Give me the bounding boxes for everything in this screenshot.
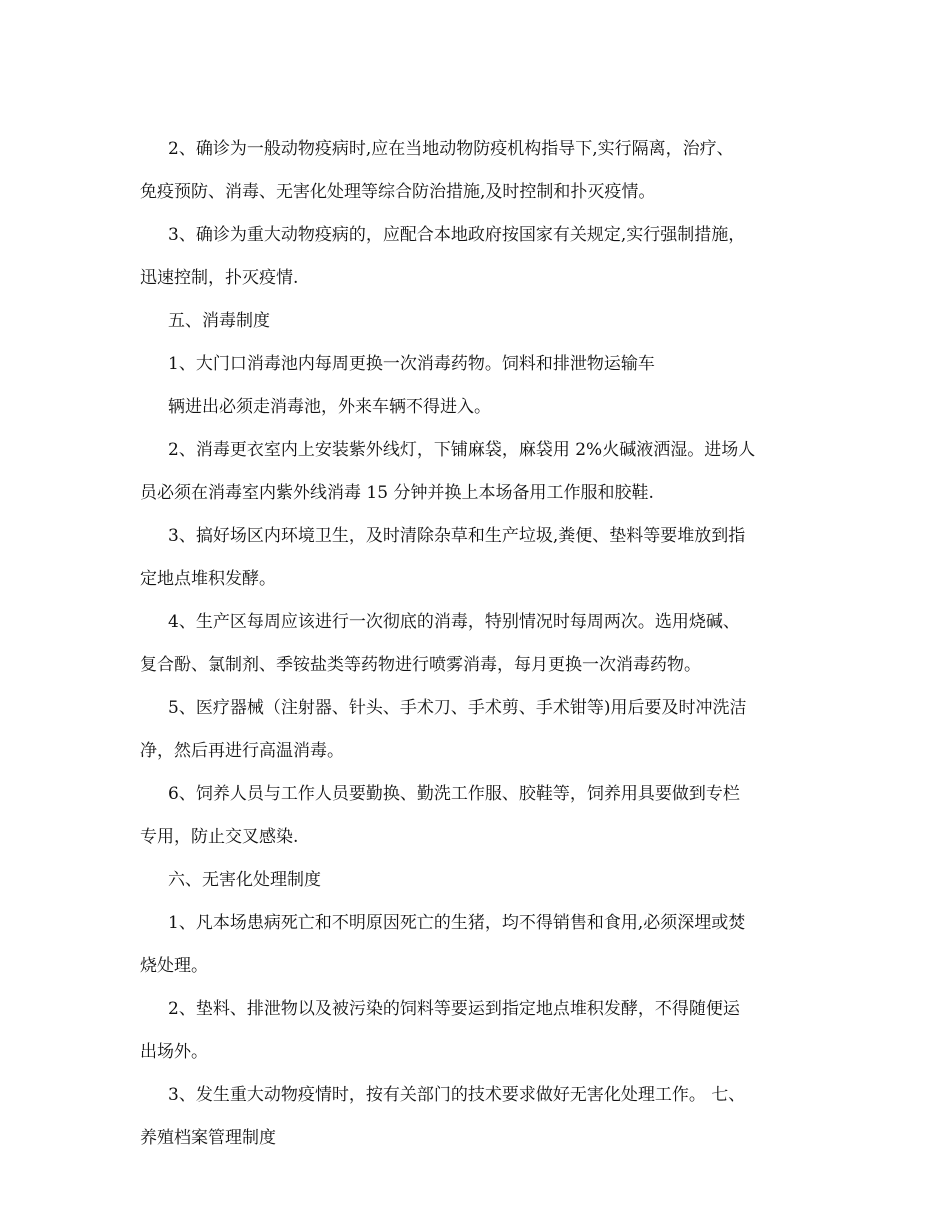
text-line: 净，然后再进行高温消毒。 <box>140 741 344 761</box>
text-line: 2、消毒更衣室内上安装紫外线灯，下铺麻袋，麻袋用 2%火碱液洒湿。进场人 <box>168 440 756 460</box>
text-line: 养殖档案管理制度 <box>140 1128 276 1148</box>
text-line: 3、确诊为重大动物疫病的，应配合本地政府按国家有关规定,实行强制措施， <box>168 225 746 245</box>
text-line: 专用，防止交叉感染. <box>140 827 299 847</box>
text-line: 烧处理。 <box>140 956 208 976</box>
text-line: 5、医疗器械（注射器、针头、手术刀、手术剪、手术钳等)用后要及时冲洗洁 <box>168 698 747 718</box>
text-line: 免疫预防、消毒、无害化处理等综合防治措施,及时控制和扑灭疫情。 <box>140 182 656 202</box>
text-line: 辆进出必须走消毒池，外来车辆不得进入。 <box>168 397 491 417</box>
text-line: 3、搞好场区内环境卫生，及时清除杂草和生产垃圾,粪便、垫料等要堆放到指 <box>168 526 746 546</box>
text-line: 2、垫料、排泄物以及被污染的饲料等要运到指定地点堆积发酵，不得随便运 <box>168 999 740 1019</box>
text-line: 出场外。 <box>140 1042 208 1062</box>
section-heading: 六、无害化处理制度 <box>168 870 321 890</box>
text-line: 3、发生重大动物疫情时，按有关部门的技术要求做好无害化处理工作。 七、 <box>168 1085 746 1105</box>
text-line: 1、凡本场患病死亡和不明原因死亡的生猪，均不得销售和食用,必须深埋或焚 <box>168 913 746 933</box>
section-heading: 五、消毒制度 <box>168 311 270 331</box>
text-line: 4、生产区每周应该进行一次彻底的消毒，特别情况时每周两次。选用烧碱、 <box>168 612 740 632</box>
text-line: 员必须在消毒室内紫外线消毒 15 分钟并换上本场备用工作服和胶鞋. <box>140 483 654 503</box>
text-line: 2、确诊为一般动物疫病时,应在当地动物防疫机构指导下,实行隔离，治疗、 <box>168 139 734 159</box>
document-body <box>140 128 810 1160</box>
text-line: 迅速控制，扑灭疫情. <box>140 268 299 288</box>
text-line: 定地点堆积发酵。 <box>140 569 276 589</box>
text-line: 6、饲养人员与工作人员要勤换、勤洗工作服、胶鞋等，饲养用具要做到专栏 <box>168 784 740 804</box>
text-line: 1、大门口消毒池内每周更换一次消毒药物。饲料和排泄物运输车 <box>168 354 655 374</box>
text-line: 复合酚、氯制剂、季铵盐类等药物进行喷雾消毒，每月更换一次消毒药物。 <box>140 655 701 675</box>
